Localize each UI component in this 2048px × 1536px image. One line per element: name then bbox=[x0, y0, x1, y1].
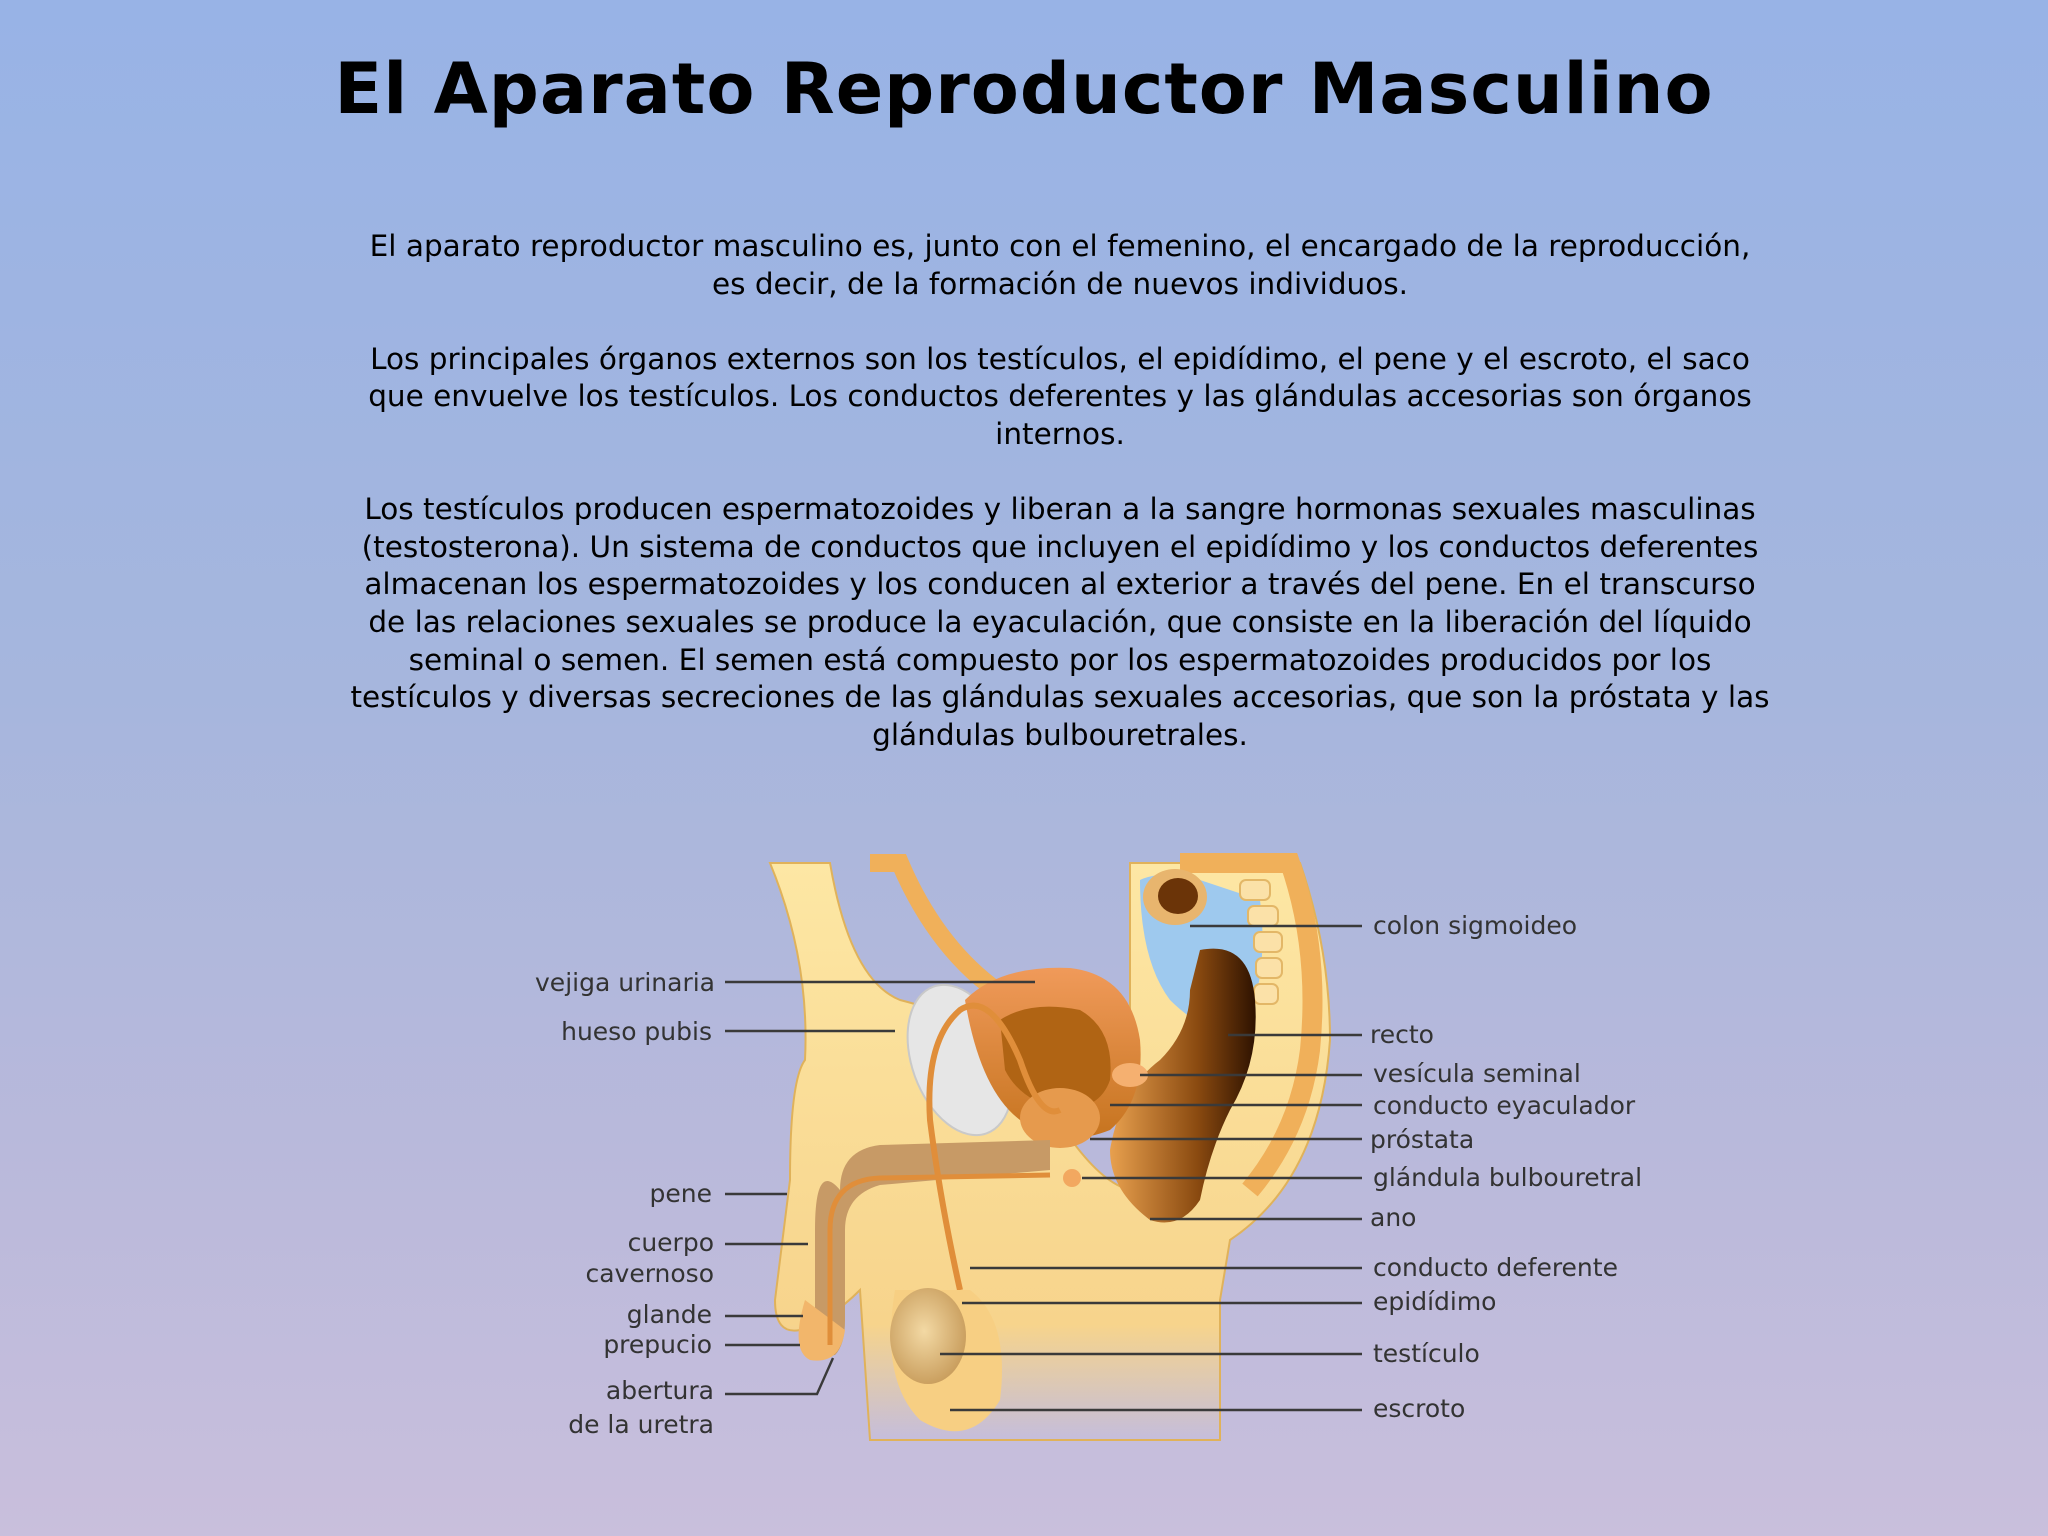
label-epididimo: epidídimo bbox=[1373, 1287, 1497, 1316]
paragraph-function: Los testículos producen espermatozoides y liberan a la sangre hormonas sexuales masculinas (testosterona). Un sistema de conductos que incluyen el epidídimo y los conductos deferentes almacenan los espermatozoides y los conducen al exterior a través del pene. En el transcurso de las relaciones sexuales se produce la eyaculación, que consiste en la liberación del líquido seminal o semen. El semen está compuesto por los espermatozoides producidos por los testículos y diversas secreciones de las glándulas sexuales accesorias, que son la próstata y las glándulas bulbouretrales. bbox=[350, 492, 1770, 752]
label-cuerpo-1: cuerpo bbox=[627, 1228, 714, 1257]
label-vesicula: vesícula seminal bbox=[1373, 1059, 1581, 1088]
label-recto: recto bbox=[1370, 1020, 1434, 1049]
label-glande: glande bbox=[626, 1300, 712, 1329]
paragraph-organs: Los principales órganos externos son los testículos, el epidídimo, el pene y el escroto, el saco que envuelve los testículos. Los conductos deferentes y las glándulas accesorias son órganos internos. bbox=[368, 341, 1752, 451]
testis-shape bbox=[890, 1288, 966, 1384]
label-pene: pene bbox=[649, 1179, 712, 1208]
label-hueso: hueso pubis bbox=[561, 1017, 712, 1046]
leader-abertura bbox=[725, 1358, 833, 1394]
colon-shape bbox=[1143, 869, 1207, 925]
label-vejiga: vejiga urinaria bbox=[535, 968, 715, 997]
label-prostata: próstata bbox=[1370, 1125, 1475, 1154]
bulbourethral-shape bbox=[1063, 1169, 1081, 1187]
label-abertura-1: abertura bbox=[605, 1376, 714, 1405]
label-conducto-eyac: conducto eyaculador bbox=[1373, 1091, 1636, 1120]
label-glandula-bulbo: glándula bulbouretral bbox=[1373, 1163, 1643, 1192]
label-testiculo: testículo bbox=[1373, 1339, 1480, 1368]
label-conducto-def: conducto deferente bbox=[1373, 1253, 1618, 1282]
label-colon: colon sigmoideo bbox=[1373, 911, 1578, 940]
label-ano: ano bbox=[1370, 1203, 1417, 1232]
label-abertura-2: de la uretra bbox=[568, 1410, 714, 1439]
label-escroto: escroto bbox=[1373, 1394, 1466, 1423]
prostate-shape bbox=[1020, 1088, 1100, 1148]
label-prepucio: prepucio bbox=[603, 1330, 712, 1359]
paragraph-intro: El aparato reproductor masculino es, junto con el femenino, el encargado de la reproducción, es decir, de la formación de nuevos individuos. bbox=[369, 229, 1751, 301]
label-cuerpo-2: cavernoso bbox=[585, 1259, 714, 1288]
slide-title: El Aparato Reproductor Masculino bbox=[334, 48, 1714, 130]
